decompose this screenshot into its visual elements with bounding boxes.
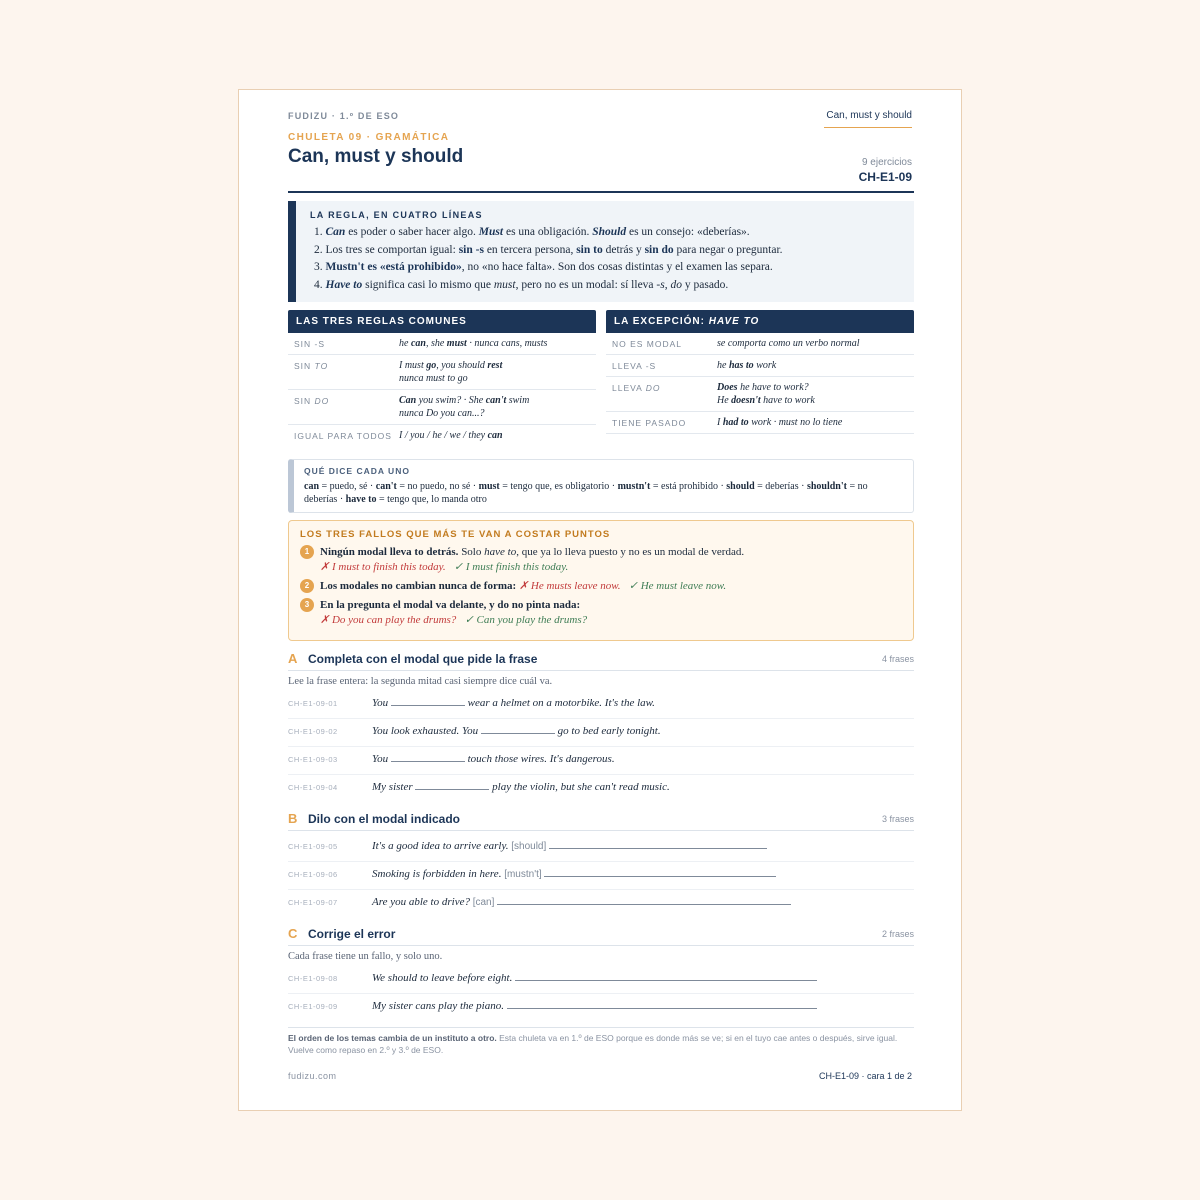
exercise-count: 9 ejercicios: [861, 157, 912, 168]
kicker-label: CHULETA 09 · GRAMÁTICA: [288, 132, 450, 143]
meanings-heading: QUÉ DICE CADA UNO: [304, 466, 410, 476]
table-row: TIENE PASADO I had to work · must no lo tiene: [606, 412, 914, 434]
answer-blank[interactable]: [391, 696, 465, 706]
exercise-row: CH-E1-09-09 My sister cans play the piano.: [288, 994, 914, 1022]
exercise-row: CH-E1-09-06 Smoking is forbidden in here. [mustn't]: [288, 862, 914, 890]
answer-line[interactable]: [515, 971, 817, 981]
table-row: SIN TO I must go, you should rest nunca must to go: [288, 355, 596, 390]
table-row: SIN DO Can you swim? · She can't swim nunca Do you can...?: [288, 390, 596, 425]
rule-heading: LA REGLA, EN CUATRO LÍNEAS: [310, 210, 483, 220]
mistakes-heading: LOS TRES FALLOS QUE MÁS TE VAN A COSTAR PUNTOS: [300, 529, 611, 540]
footer-site: fudizu.com: [288, 1071, 337, 1081]
exercise-row: CH-E1-09-07 Are you able to drive? [can]: [288, 890, 914, 918]
answer-line[interactable]: [497, 895, 791, 905]
exercise-row: CH-E1-09-03 You touch those wires. It's dangerous.: [288, 747, 914, 775]
meanings-box: [288, 459, 914, 513]
page-title: Can, must y should: [288, 146, 464, 167]
worksheet-page: [238, 89, 962, 1111]
rule-item: 1. Can es poder o saber hacer algo. Must es una obligación. Should es un consejo: «deberías».: [314, 226, 750, 238]
answer-line[interactable]: [544, 867, 776, 877]
common-mistakes-box: [288, 520, 914, 641]
answer-line[interactable]: [507, 999, 817, 1009]
table-row: LLEVA DO Does he have to work? He doesn't have to work: [606, 377, 914, 412]
exercise-row: CH-E1-09-04 My sister play the violin, but she can't read music.: [288, 781, 670, 793]
common-rules-heading: LAS TRES REGLAS COMUNES: [288, 310, 596, 333]
table-row: SIN -S he can, she must · nunca cans, musts: [288, 333, 596, 355]
section-b-header: B Dilo con el modal indicado 3 frases: [288, 811, 914, 831]
exercise-row: CH-E1-09-08 We should to leave before eight.: [288, 966, 914, 994]
number-badge: 3: [300, 598, 314, 612]
number-badge: 1: [300, 545, 314, 559]
brand-label: FUDIZU · 1.º DE ESO: [288, 111, 400, 121]
common-rules-table: [288, 310, 596, 446]
sheet-code: CH-E1-09: [858, 170, 912, 184]
footnote: El orden de los temas cambia de un instituto a otro. Esta chuleta va en 1.º de ESO porque es donde más se ve; si en el tuyo cae antes o después, sirve igual. Vuelve como repaso en 2.º y 3.º de ESO.: [288, 1027, 914, 1056]
answer-blank[interactable]: [481, 724, 555, 734]
rule-item: 3. Mustn't es «está prohibido», no «no hace falta». Son dos cosas distintas y el examen las separa.: [314, 261, 773, 273]
section-c-intro: Cada frase tiene un fallo, y solo uno.: [288, 951, 443, 962]
rule-item: 2. Los tres se comportan igual: sin -s en tercera persona, sin to detrás y sin do para negar o preguntar.: [314, 243, 783, 256]
exception-heading: LA EXCEPCIÓN: HAVE TO: [606, 310, 914, 333]
topic-label: Can, must y should: [824, 110, 912, 128]
table-row: NO ES MODAL se comporta como un verbo normal: [606, 333, 914, 355]
number-badge: 2: [300, 579, 314, 593]
rule-item: 4. Have to significa casi lo mismo que must, pero no es un modal: sí lleva -s, do y pasado.: [314, 278, 729, 291]
mistake-item: 3 En la pregunta el modal va delante, y do no pinta nada: ✗ Do you can play the drums? ✓ Can you play the drums?: [300, 598, 902, 628]
section-c-header: C Corrige el error 2 frases: [288, 926, 914, 946]
exercise-row: CH-E1-09-01 You wear a helmet on a motorbike. It's the law.: [288, 691, 914, 719]
answer-blank[interactable]: [415, 780, 489, 790]
rule-box: [288, 201, 914, 302]
footer-page: CH-E1-09 · cara 1 de 2: [818, 1071, 912, 1081]
mistake-item: 1 Ningún modal lleva to detrás. Solo have to, que ya lo lleva puesto y no es un modal de verdad. ✗ I must to finish this today. ✓ I must finish this today.: [300, 545, 902, 575]
answer-line[interactable]: [549, 839, 767, 849]
section-a-header: A Completa con el modal que pide la frase 4 frases: [288, 651, 914, 671]
section-a-intro: Lee la frase entera: la segunda mitad casi siempre dice cuál va.: [288, 676, 553, 687]
table-row: IGUAL PARA TODOS I / you / he / we / they can: [294, 430, 503, 441]
exercise-row: CH-E1-09-05 It's a good idea to arrive early. [should]: [288, 834, 914, 862]
meanings-text: can = puedo, sé · can't = no puedo, no sé · must = tengo que, es obligatorio · mustn't = está prohibido · should = deberías · shouldn't = no deberías · have to = tengo que, lo manda otro: [304, 481, 868, 505]
exercise-row: CH-E1-09-02 You look exhausted. You go to bed early tonight.: [288, 719, 914, 747]
mistake-item: 2 Los modales no cambian nunca de forma: ✗ He musts leave now. ✓ He must leave now.: [300, 579, 902, 594]
exception-table: [606, 310, 914, 434]
header-divider: [288, 191, 914, 193]
table-row: LLEVA -S he has to work: [606, 355, 914, 377]
answer-blank[interactable]: [391, 752, 465, 762]
